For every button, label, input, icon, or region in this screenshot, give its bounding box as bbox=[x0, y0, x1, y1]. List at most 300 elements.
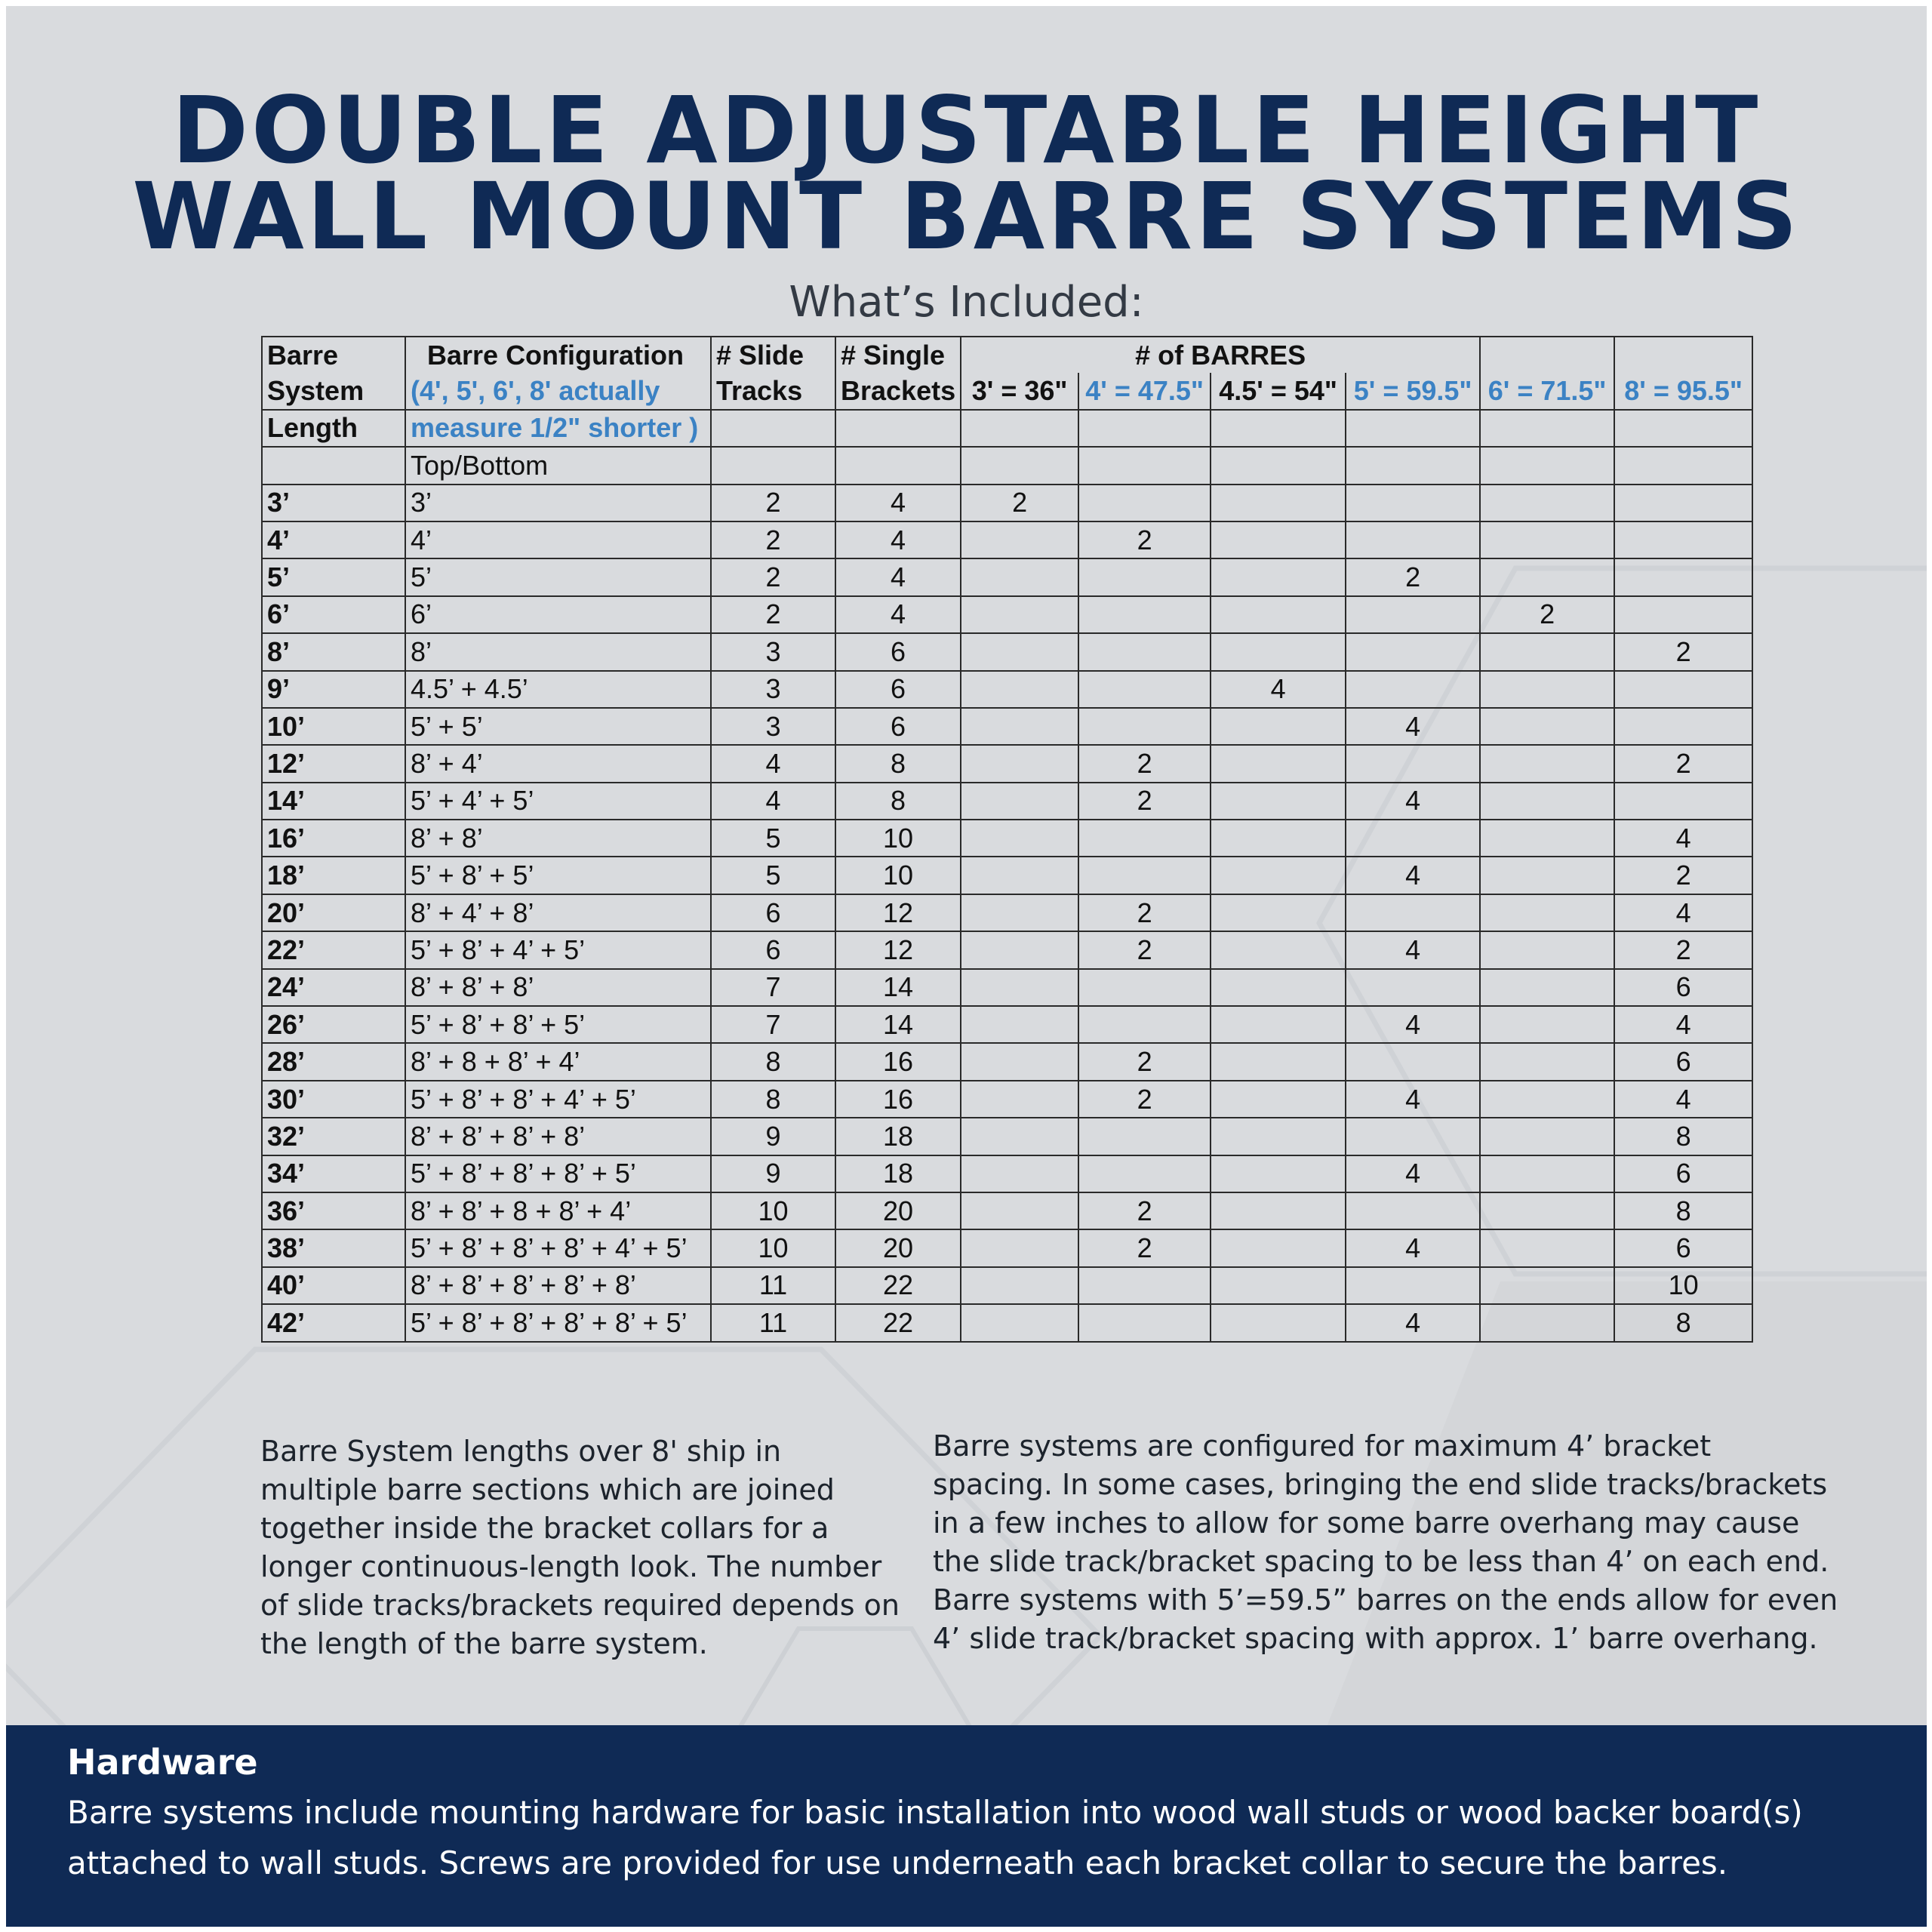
header-empty-cell bbox=[1346, 447, 1480, 484]
row-slide-tracks: 4 bbox=[711, 745, 835, 782]
row-length: 38’ bbox=[262, 1229, 405, 1266]
row-barre-count bbox=[1346, 596, 1480, 633]
row-slide-tracks: 5 bbox=[711, 820, 835, 857]
row-slide-tracks: 11 bbox=[711, 1304, 835, 1341]
row-length: 30’ bbox=[262, 1081, 405, 1118]
row-barre-count bbox=[1614, 671, 1752, 708]
row-barre-count bbox=[1480, 820, 1614, 857]
row-single-brackets: 20 bbox=[835, 1229, 961, 1266]
row-single-brackets: 4 bbox=[835, 485, 961, 521]
header-size-5ft: 5' = 59.5" bbox=[1346, 373, 1480, 409]
barre-systems-table bbox=[261, 336, 1753, 1343]
header-empty-cell bbox=[262, 447, 405, 484]
row-barre-count bbox=[961, 931, 1078, 968]
row-barre-count: 4 bbox=[1346, 1081, 1480, 1118]
row-barre-count bbox=[1346, 633, 1480, 670]
row-barre-count bbox=[1211, 1118, 1346, 1155]
row-barre-count bbox=[1211, 1081, 1346, 1118]
row-barre-count: 2 bbox=[1078, 1043, 1211, 1080]
row-barre-count bbox=[1211, 969, 1346, 1006]
row-barre-count bbox=[1480, 521, 1614, 558]
row-barre-count bbox=[1614, 521, 1752, 558]
row-single-brackets: 8 bbox=[835, 783, 961, 820]
row-barre-count: 4 bbox=[1346, 1304, 1480, 1341]
header-empty-cell bbox=[1078, 447, 1211, 484]
row-barre-count bbox=[1480, 894, 1614, 931]
row-barre-count bbox=[1480, 783, 1614, 820]
row-barre-count bbox=[961, 558, 1078, 595]
row-single-brackets: 6 bbox=[835, 671, 961, 708]
row-barre-count bbox=[1480, 1043, 1614, 1080]
table-row bbox=[262, 1043, 1752, 1080]
row-barre-count bbox=[1078, 485, 1211, 521]
row-barre-count bbox=[1078, 820, 1211, 857]
row-barre-count bbox=[961, 894, 1078, 931]
section-subtitle: What’s Included: bbox=[789, 278, 1144, 327]
row-slide-tracks: 4 bbox=[711, 783, 835, 820]
header-config-2: (4', 5', 6', 8' actually bbox=[405, 373, 711, 409]
row-barre-count bbox=[1078, 708, 1211, 745]
row-barre-count: 2 bbox=[1614, 745, 1752, 782]
row-barre-count bbox=[1211, 1304, 1346, 1341]
header-empty-cell bbox=[1346, 410, 1480, 447]
row-barre-count bbox=[1480, 1155, 1614, 1192]
row-barre-count bbox=[1614, 558, 1752, 595]
row-barre-count bbox=[961, 1229, 1078, 1266]
row-barre-count bbox=[1480, 485, 1614, 521]
row-barre-count bbox=[1480, 1006, 1614, 1043]
row-barre-count bbox=[1614, 485, 1752, 521]
row-configuration: 8’ + 8’ + 8 + 8’ + 4’ bbox=[405, 1192, 711, 1229]
table-row bbox=[262, 1006, 1752, 1043]
row-barre-count bbox=[1211, 1229, 1346, 1266]
table-row bbox=[262, 745, 1752, 782]
row-barre-count bbox=[1078, 671, 1211, 708]
row-length: 40’ bbox=[262, 1267, 405, 1304]
row-barre-count bbox=[961, 521, 1078, 558]
row-configuration: 8’ + 8’ + 8’ + 8’ bbox=[405, 1118, 711, 1155]
row-single-brackets: 10 bbox=[835, 857, 961, 894]
row-barre-count: 4 bbox=[1211, 671, 1346, 708]
row-single-brackets: 16 bbox=[835, 1081, 961, 1118]
row-slide-tracks: 3 bbox=[711, 633, 835, 670]
row-length: 26’ bbox=[262, 1006, 405, 1043]
row-barre-count bbox=[961, 1118, 1078, 1155]
table-row bbox=[262, 857, 1752, 894]
row-barre-count bbox=[1211, 1043, 1346, 1080]
header-empty-cell bbox=[1480, 447, 1614, 484]
row-slide-tracks: 2 bbox=[711, 521, 835, 558]
row-configuration: 5’ + 8’ + 4’ + 5’ bbox=[405, 931, 711, 968]
row-barre-count bbox=[1211, 783, 1346, 820]
table-row bbox=[262, 1118, 1752, 1155]
row-single-brackets: 18 bbox=[835, 1155, 961, 1192]
row-slide-tracks: 2 bbox=[711, 596, 835, 633]
table-row bbox=[262, 521, 1752, 558]
row-configuration: 5’ + 8’ + 8’ + 4’ + 5’ bbox=[405, 1081, 711, 1118]
row-barre-count bbox=[1480, 671, 1614, 708]
row-length: 42’ bbox=[262, 1304, 405, 1341]
table-row bbox=[262, 1155, 1752, 1192]
row-barre-count bbox=[1480, 745, 1614, 782]
header-row-2 bbox=[262, 373, 1752, 409]
header-slide-2: Tracks bbox=[711, 373, 835, 409]
row-barre-count bbox=[1211, 745, 1346, 782]
header-empty-cell bbox=[1480, 410, 1614, 447]
table-body bbox=[262, 337, 1752, 1342]
row-barre-count: 2 bbox=[1346, 558, 1480, 595]
row-barre-count bbox=[1211, 1267, 1346, 1304]
row-single-brackets: 6 bbox=[835, 633, 961, 670]
row-configuration: 5’ + 8’ + 8’ + 8’ + 5’ bbox=[405, 1155, 711, 1192]
hardware-title: Hardware bbox=[67, 1742, 258, 1783]
row-configuration: 5’ + 8’ + 8’ + 8’ + 4’ + 5’ bbox=[405, 1229, 711, 1266]
row-slide-tracks: 8 bbox=[711, 1043, 835, 1080]
row-barre-count: 4 bbox=[1346, 1229, 1480, 1266]
row-barre-count bbox=[1078, 558, 1211, 595]
header-empty-cell bbox=[1480, 337, 1614, 373]
header-barres-group: # of BARRES bbox=[961, 337, 1480, 373]
header-empty-cell bbox=[961, 410, 1078, 447]
row-configuration: 5’ bbox=[405, 558, 711, 595]
table-row bbox=[262, 820, 1752, 857]
note-bracket-spacing: Barre systems are configured for maximum 4’ bracket spacing. In some cases, bringing the end slide tracks/brackets in a few inches to allow for some barre overhang may cause the slide track/bracket spacing to be less than 4’ on each end. Barre systems with 5’=59.5” barres on the ends allow for even 4’ slide track/bracket spacing with approx. 1’ barre overhang. bbox=[933, 1429, 1838, 1655]
header-size-3ft: 3' = 36" bbox=[961, 373, 1078, 409]
row-barre-count: 4 bbox=[1346, 1155, 1480, 1192]
row-barre-count: 8 bbox=[1614, 1118, 1752, 1155]
row-barre-count bbox=[1480, 1192, 1614, 1229]
row-slide-tracks: 6 bbox=[711, 931, 835, 968]
header-row-4 bbox=[262, 447, 1752, 484]
row-configuration: 5’ + 4’ + 5’ bbox=[405, 783, 711, 820]
row-length: 6’ bbox=[262, 596, 405, 633]
row-barre-count bbox=[961, 857, 1078, 894]
hardware-description: Barre systems include mounting hardware for basic installation into wood wall studs or wood backer board(s) attached to wall studs. Screws are provided for use underneath each bracket collar to secure the barres. bbox=[67, 1794, 1803, 1881]
row-barre-count bbox=[1346, 745, 1480, 782]
row-configuration: 8’ + 8’ bbox=[405, 820, 711, 857]
table-row bbox=[262, 783, 1752, 820]
row-barre-count bbox=[1211, 894, 1346, 931]
row-configuration: 6’ bbox=[405, 596, 711, 633]
row-barre-count bbox=[1211, 931, 1346, 968]
header-size-8ft: 8' = 95.5" bbox=[1614, 373, 1752, 409]
row-barre-count bbox=[1346, 485, 1480, 521]
row-barre-count bbox=[1346, 969, 1480, 1006]
row-single-brackets: 18 bbox=[835, 1118, 961, 1155]
row-barre-count bbox=[961, 1304, 1078, 1341]
row-barre-count bbox=[1346, 894, 1480, 931]
row-barre-count bbox=[1211, 1155, 1346, 1192]
header-empty-cell bbox=[835, 410, 961, 447]
row-barre-count bbox=[961, 596, 1078, 633]
row-slide-tracks: 7 bbox=[711, 969, 835, 1006]
row-barre-count bbox=[1614, 783, 1752, 820]
row-slide-tracks: 2 bbox=[711, 485, 835, 521]
row-single-brackets: 22 bbox=[835, 1304, 961, 1341]
row-barre-count bbox=[1211, 521, 1346, 558]
header-empty-cell bbox=[1614, 410, 1752, 447]
row-barre-count bbox=[1480, 931, 1614, 968]
row-barre-count bbox=[961, 1043, 1078, 1080]
row-barre-count bbox=[1078, 857, 1211, 894]
row-barre-count: 4 bbox=[1346, 783, 1480, 820]
row-barre-count bbox=[1346, 521, 1480, 558]
row-barre-count bbox=[1480, 708, 1614, 745]
row-barre-count: 2 bbox=[1078, 894, 1211, 931]
header-empty-cell bbox=[1614, 447, 1752, 484]
row-single-brackets: 8 bbox=[835, 745, 961, 782]
table-row bbox=[262, 633, 1752, 670]
row-single-brackets: 12 bbox=[835, 894, 961, 931]
title-line-2: WALL MOUNT BARRE SYSTEMS bbox=[132, 163, 1801, 270]
header-config-4: Top/Bottom bbox=[405, 447, 711, 484]
row-slide-tracks: 10 bbox=[711, 1192, 835, 1229]
row-slide-tracks: 3 bbox=[711, 708, 835, 745]
row-barre-count bbox=[1078, 1304, 1211, 1341]
row-barre-count: 2 bbox=[1078, 521, 1211, 558]
row-length: 10’ bbox=[262, 708, 405, 745]
row-configuration: 5’ + 8’ + 8’ + 8’ + 8’ + 5’ bbox=[405, 1304, 711, 1341]
row-configuration: 3’ bbox=[405, 485, 711, 521]
row-length: 24’ bbox=[262, 969, 405, 1006]
row-length: 18’ bbox=[262, 857, 405, 894]
row-barre-count: 2 bbox=[1078, 1229, 1211, 1266]
row-single-brackets: 4 bbox=[835, 558, 961, 595]
header-slide-1: # Slide bbox=[711, 337, 835, 373]
header-empty-cell bbox=[711, 410, 835, 447]
row-barre-count bbox=[1211, 857, 1346, 894]
row-barre-count: 2 bbox=[1078, 1081, 1211, 1118]
row-single-brackets: 6 bbox=[835, 708, 961, 745]
row-barre-count bbox=[1614, 596, 1752, 633]
row-barre-count bbox=[1480, 1118, 1614, 1155]
hardware-footer bbox=[6, 1725, 1927, 1927]
row-length: 32’ bbox=[262, 1118, 405, 1155]
header-empty-cell bbox=[1614, 337, 1752, 373]
row-length: 36’ bbox=[262, 1192, 405, 1229]
row-barre-count bbox=[961, 1155, 1078, 1192]
row-barre-count: 6 bbox=[1614, 1229, 1752, 1266]
table-row bbox=[262, 931, 1752, 968]
header-config-3: measure 1/2" shorter ) bbox=[405, 410, 711, 447]
row-barre-count bbox=[961, 969, 1078, 1006]
row-slide-tracks: 8 bbox=[711, 1081, 835, 1118]
row-configuration: 8’ + 4’ bbox=[405, 745, 711, 782]
row-barre-count bbox=[961, 1192, 1078, 1229]
header-empty-cell bbox=[1211, 410, 1346, 447]
row-single-brackets: 14 bbox=[835, 1006, 961, 1043]
row-length: 16’ bbox=[262, 820, 405, 857]
header-barre-1: Barre bbox=[262, 337, 405, 373]
row-length: 20’ bbox=[262, 894, 405, 931]
row-length: 8’ bbox=[262, 633, 405, 670]
row-configuration: 5’ + 8’ + 5’ bbox=[405, 857, 711, 894]
row-barre-count bbox=[961, 820, 1078, 857]
row-single-brackets: 14 bbox=[835, 969, 961, 1006]
row-barre-count bbox=[1211, 1006, 1346, 1043]
row-barre-count: 2 bbox=[1078, 745, 1211, 782]
table-row bbox=[262, 1267, 1752, 1304]
row-single-brackets: 22 bbox=[835, 1267, 961, 1304]
row-slide-tracks: 2 bbox=[711, 558, 835, 595]
row-barre-count: 6 bbox=[1614, 1043, 1752, 1080]
row-barre-count: 4 bbox=[1346, 1006, 1480, 1043]
row-length: 22’ bbox=[262, 931, 405, 968]
header-empty-cell bbox=[1078, 410, 1211, 447]
row-barre-count bbox=[1346, 1192, 1480, 1229]
row-length: 14’ bbox=[262, 783, 405, 820]
row-barre-count bbox=[1480, 1229, 1614, 1266]
header-empty-cell bbox=[961, 447, 1078, 484]
row-barre-count bbox=[1078, 969, 1211, 1006]
header-empty-cell bbox=[835, 447, 961, 484]
row-configuration: 5’ + 8’ + 8’ + 5’ bbox=[405, 1006, 711, 1043]
row-barre-count bbox=[1211, 633, 1346, 670]
row-barre-count bbox=[1480, 558, 1614, 595]
row-barre-count bbox=[961, 708, 1078, 745]
row-barre-count bbox=[1211, 485, 1346, 521]
row-slide-tracks: 11 bbox=[711, 1267, 835, 1304]
row-configuration: 8’ bbox=[405, 633, 711, 670]
row-barre-count bbox=[961, 745, 1078, 782]
row-single-brackets: 12 bbox=[835, 931, 961, 968]
table-row bbox=[262, 596, 1752, 633]
header-single-2: Brackets bbox=[835, 373, 961, 409]
header-empty-cell bbox=[1211, 447, 1346, 484]
row-barre-count bbox=[1078, 633, 1211, 670]
row-barre-count: 2 bbox=[1078, 1192, 1211, 1229]
row-barre-count bbox=[1346, 671, 1480, 708]
row-slide-tracks: 9 bbox=[711, 1155, 835, 1192]
table-row bbox=[262, 671, 1752, 708]
row-configuration: 5’ + 5’ bbox=[405, 708, 711, 745]
table-row bbox=[262, 969, 1752, 1006]
row-length: 28’ bbox=[262, 1043, 405, 1080]
row-configuration: 4.5’ + 4.5’ bbox=[405, 671, 711, 708]
row-barre-count: 2 bbox=[1480, 596, 1614, 633]
row-barre-count bbox=[1211, 708, 1346, 745]
row-barre-count: 2 bbox=[1614, 633, 1752, 670]
spec-sheet bbox=[6, 6, 1927, 1927]
row-slide-tracks: 7 bbox=[711, 1006, 835, 1043]
row-barre-count: 2 bbox=[1614, 857, 1752, 894]
row-barre-count: 4 bbox=[1346, 931, 1480, 968]
row-barre-count bbox=[1078, 596, 1211, 633]
row-barre-count bbox=[1480, 633, 1614, 670]
row-barre-count bbox=[1346, 1043, 1480, 1080]
row-barre-count: 4 bbox=[1346, 857, 1480, 894]
row-barre-count: 4 bbox=[1614, 894, 1752, 931]
row-single-brackets: 16 bbox=[835, 1043, 961, 1080]
row-barre-count bbox=[961, 1006, 1078, 1043]
row-barre-count: 4 bbox=[1614, 820, 1752, 857]
row-single-brackets: 20 bbox=[835, 1192, 961, 1229]
row-barre-count: 8 bbox=[1614, 1304, 1752, 1341]
row-barre-count: 2 bbox=[1614, 931, 1752, 968]
row-barre-count: 4 bbox=[1346, 708, 1480, 745]
row-barre-count bbox=[1078, 1006, 1211, 1043]
row-configuration: 8’ + 4’ + 8’ bbox=[405, 894, 711, 931]
header-size-6ft: 6' = 71.5" bbox=[1480, 373, 1614, 409]
row-barre-count: 2 bbox=[1078, 931, 1211, 968]
row-barre-count: 2 bbox=[961, 485, 1078, 521]
row-barre-count: 4 bbox=[1614, 1006, 1752, 1043]
table-row bbox=[262, 1192, 1752, 1229]
row-single-brackets: 4 bbox=[835, 521, 961, 558]
row-barre-count bbox=[1480, 1081, 1614, 1118]
row-slide-tracks: 10 bbox=[711, 1229, 835, 1266]
row-barre-count: 6 bbox=[1614, 1155, 1752, 1192]
row-barre-count bbox=[1480, 1267, 1614, 1304]
row-barre-count bbox=[1211, 558, 1346, 595]
row-length: 9’ bbox=[262, 671, 405, 708]
row-barre-count bbox=[1211, 820, 1346, 857]
header-row-3 bbox=[262, 410, 1752, 447]
header-barre-3: Length bbox=[262, 410, 405, 447]
header-size-4-5ft: 4.5' = 54" bbox=[1211, 373, 1346, 409]
table-row bbox=[262, 1304, 1752, 1341]
row-barre-count bbox=[1211, 596, 1346, 633]
row-barre-count: 6 bbox=[1614, 969, 1752, 1006]
row-barre-count bbox=[1346, 820, 1480, 857]
page-title bbox=[6, 77, 1927, 270]
table-row bbox=[262, 708, 1752, 745]
row-length: 3’ bbox=[262, 485, 405, 521]
header-empty-cell bbox=[711, 447, 835, 484]
table-row bbox=[262, 485, 1752, 521]
note-multiple-sections: Barre System lengths over 8' ship in multiple barre sections which are joined together inside the bracket collars for a longer continuous-length look. The number of slide tracks/brackets required depends on the length of the barre system. bbox=[260, 1435, 900, 1660]
row-barre-count bbox=[961, 1267, 1078, 1304]
row-single-brackets: 4 bbox=[835, 596, 961, 633]
row-barre-count: 8 bbox=[1614, 1192, 1752, 1229]
row-length: 34’ bbox=[262, 1155, 405, 1192]
row-single-brackets: 10 bbox=[835, 820, 961, 857]
header-single-1: # Single bbox=[835, 337, 961, 373]
row-configuration: 4’ bbox=[405, 521, 711, 558]
row-barre-count: 2 bbox=[1078, 783, 1211, 820]
row-slide-tracks: 3 bbox=[711, 671, 835, 708]
row-barre-count bbox=[1078, 1118, 1211, 1155]
row-barre-count bbox=[1211, 1192, 1346, 1229]
row-slide-tracks: 9 bbox=[711, 1118, 835, 1155]
row-configuration: 8’ + 8’ + 8’ bbox=[405, 969, 711, 1006]
row-configuration: 8’ + 8’ + 8’ + 8’ + 8’ bbox=[405, 1267, 711, 1304]
row-barre-count: 10 bbox=[1614, 1267, 1752, 1304]
table-row bbox=[262, 558, 1752, 595]
row-barre-count bbox=[1480, 1304, 1614, 1341]
row-barre-count bbox=[1078, 1267, 1211, 1304]
row-barre-count bbox=[961, 633, 1078, 670]
header-barre-2: System bbox=[262, 373, 405, 409]
row-length: 12’ bbox=[262, 745, 405, 782]
header-row-1 bbox=[262, 337, 1752, 373]
header-size-4ft: 4' = 47.5" bbox=[1078, 373, 1211, 409]
table-row bbox=[262, 1081, 1752, 1118]
row-barre-count bbox=[1078, 1155, 1211, 1192]
row-barre-count bbox=[1614, 708, 1752, 745]
row-slide-tracks: 6 bbox=[711, 894, 835, 931]
row-barre-count: 4 bbox=[1614, 1081, 1752, 1118]
row-length: 4’ bbox=[262, 521, 405, 558]
row-barre-count bbox=[1346, 1118, 1480, 1155]
header-config-1: Barre Configuration bbox=[405, 337, 711, 373]
title-line-1: DOUBLE ADJUSTABLE HEIGHT bbox=[171, 77, 1761, 184]
row-configuration: 8’ + 8 + 8’ + 4’ bbox=[405, 1043, 711, 1080]
row-barre-count bbox=[961, 1081, 1078, 1118]
row-barre-count bbox=[1480, 857, 1614, 894]
row-barre-count bbox=[1346, 1267, 1480, 1304]
row-barre-count bbox=[961, 671, 1078, 708]
